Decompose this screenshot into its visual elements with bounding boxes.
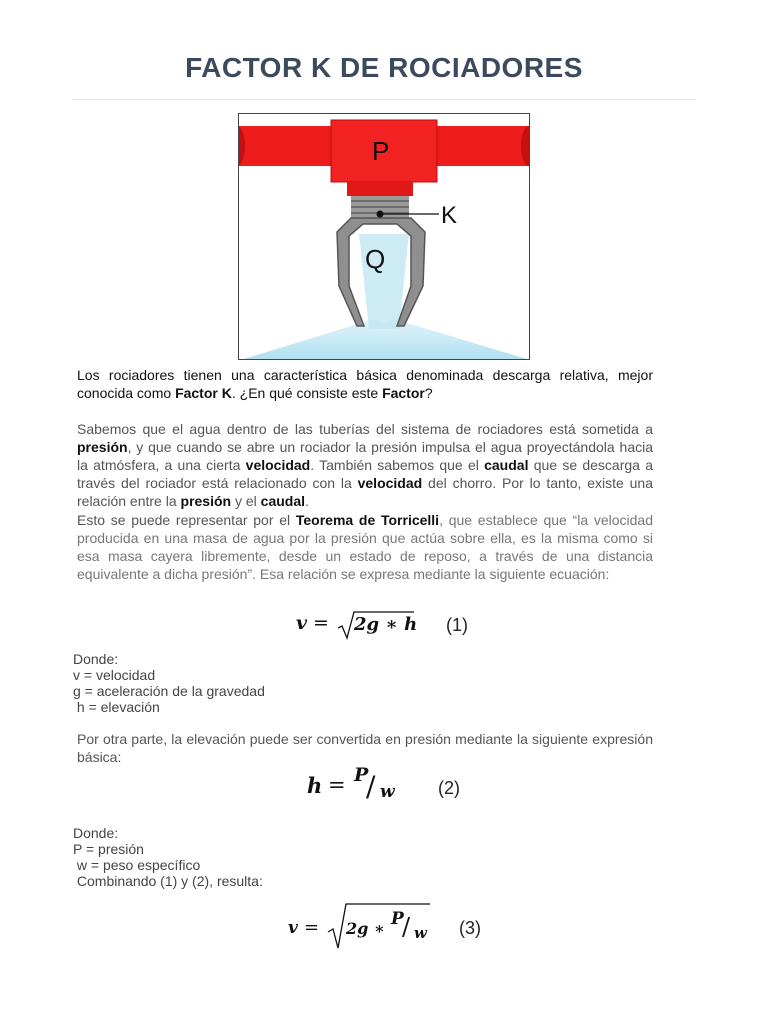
definitions-1: Donde: v = velocidad g = aceleración de la gravedad h = elevación — [73, 651, 265, 715]
equation-number-2: (2) — [438, 778, 460, 798]
torricelli-paragraph: Esto se puede representar por el Teorema de Torricelli, que establece que “la velocidad producida en una masa de agua por la presión que actúa sobre ella, es la misma como si esa masa cayera libremente, desde un estado de reposo, a través de una distancia equivalente a dicha presión”. Esa relación se expresa mediante la siguiente ecuación: — [77, 512, 653, 582]
orifice-point — [377, 211, 384, 218]
title-divider — [72, 99, 696, 100]
pressure-paragraph: Sabemos que el agua dentro de las tuberías del sistema de rociadores está sometida a presión, y que cuando se abre un rociador la presión impulsa el agua proyectándola hacia la atmósfera, a una cierta velocidad. También sabemos que el caudal que se descarga a través del rociador está relacionado con la velocidad del chorro. Por lo tanto, existe una relación entre la presión y el caudal. — [77, 421, 653, 509]
elevation-paragraph: Por otra parte, la elevación puede ser convertida en presión mediante la siguiente expresión básica: — [77, 731, 653, 765]
definitions-2: Donde: P = presión w = peso específico Combinando (1) y (2), resulta: — [73, 825, 263, 889]
equation-number-1: (1) — [446, 615, 468, 635]
label-k: K — [441, 202, 458, 229]
equation-number-3: (3) — [459, 918, 481, 938]
sprinkler-diagram — [238, 113, 530, 360]
intro-paragraph: Los rociadores tienen una característica básica denominada descarga relativa, mejor conocida como Factor K. ¿En qué consiste este Factor? — [77, 367, 653, 401]
label-q: Q — [365, 244, 386, 274]
label-p: P — [372, 136, 390, 166]
page-title: FACTOR K DE ROCIADORES — [185, 52, 583, 83]
